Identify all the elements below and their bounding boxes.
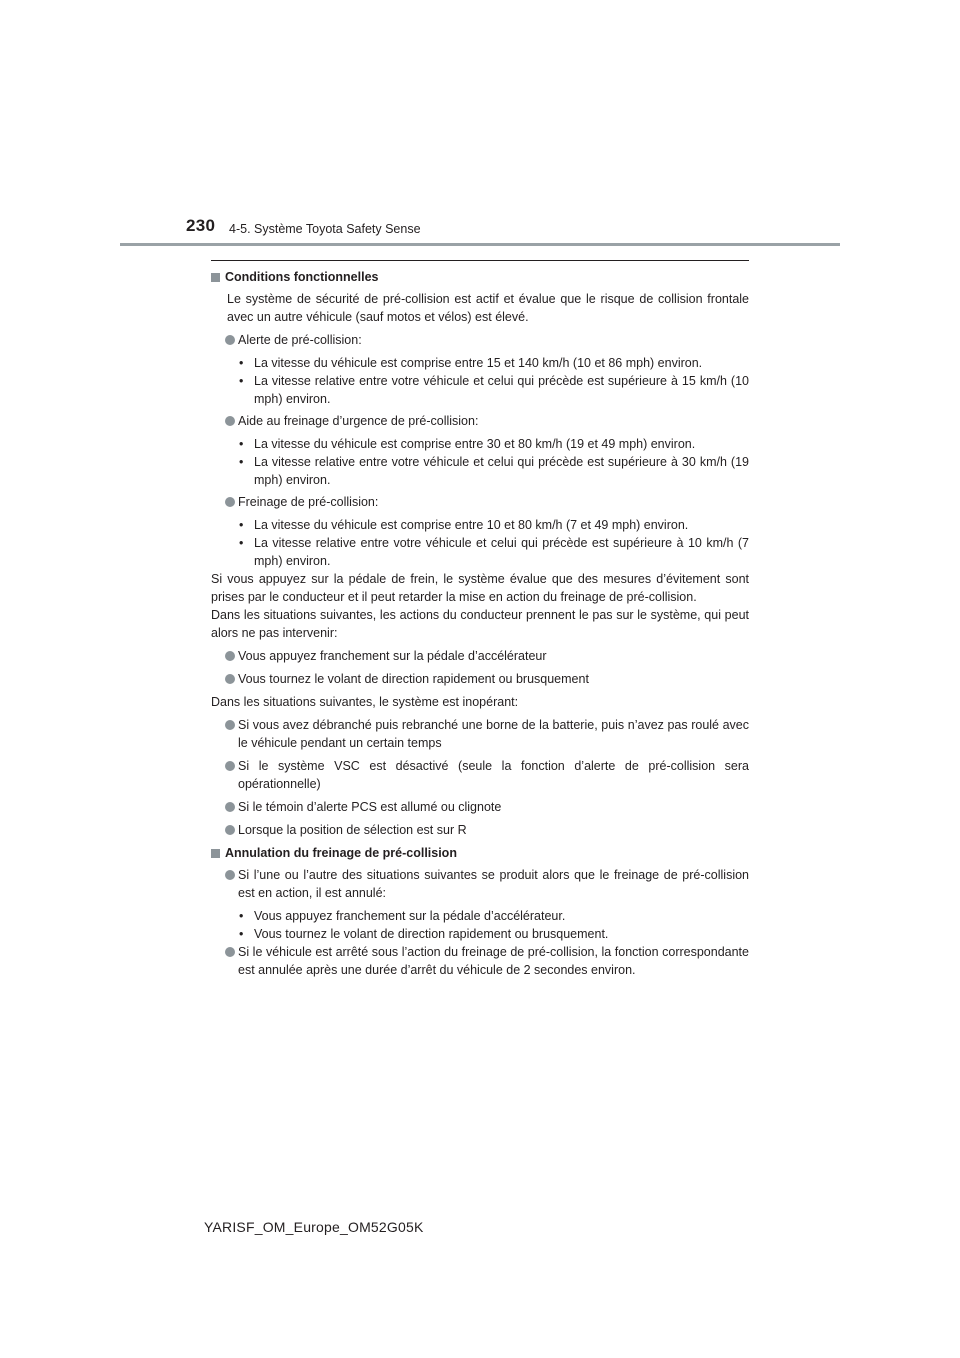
page-number: 230 xyxy=(186,216,216,235)
inoperative-intro: Dans les situations suivantes, le système est inopérant: xyxy=(211,695,519,709)
square-bullet-icon xyxy=(211,849,220,858)
situations-intro: Dans les situations suivantes, les actions du conducteur prennent le pas sur le système, qui peut alors ne pas intervenir: xyxy=(211,608,749,640)
bullet-cancellation: Si le véhicule est arrêté sous l’action du freinage de pré-collision, la fonction correspondante est annulée après une durée d’arrêt du véhicule de 2 secondes environ. xyxy=(211,943,749,979)
header-rule xyxy=(120,243,840,246)
circle-bullet-icon xyxy=(225,335,235,345)
circle-bullet-icon xyxy=(225,870,235,880)
sub-item: • La vitesse relative entre votre véhicule et celui qui précède est supérieure à 10 km/h (7 mph) environ. xyxy=(239,536,749,568)
circle-bullet-icon xyxy=(225,802,235,812)
circle-bullet-icon xyxy=(225,651,235,661)
sub-item: • La vitesse relative entre votre véhicule et celui qui précède est supérieure à 15 km/h (10 mph) environ. xyxy=(239,374,749,406)
bullet-cancellation: Si l’une ou l’autre des situations suivantes se produit alors que le freinage de pré-collision est en action, il est annulé: xyxy=(211,866,749,902)
chapter-title: 4-5. Système Toyota Safety Sense xyxy=(229,222,421,236)
document-code: YARISF_OM_Europe_OM52G05K xyxy=(204,1219,424,1235)
bullet-inoperative: Si le témoin d’alerte PCS est allumé ou clignote xyxy=(211,798,749,816)
bullet-inoperative: Si le système VSC est désactivé (seule la fonction d’alerte de pré-collision sera opérationnelle) xyxy=(211,757,749,793)
square-bullet-icon xyxy=(211,273,220,282)
section-rule xyxy=(211,260,749,261)
bullet-alert: Alerte de pré-collision: xyxy=(211,331,749,349)
circle-bullet-icon xyxy=(225,720,235,730)
circle-bullet-icon xyxy=(225,761,235,771)
sub-item: • Vous tournez le volant de direction rapidement ou brusquement. xyxy=(239,927,609,941)
sub-item: • La vitesse relative entre votre véhicule et celui qui précède est supérieure à 30 km/h (19 mph) environ. xyxy=(239,455,749,487)
bullet-brake-assist: Aide au freinage d’urgence de pré-collision: xyxy=(211,412,749,430)
circle-bullet-icon xyxy=(225,947,235,957)
section-heading-conditions: Conditions fonctionnelles xyxy=(211,268,749,286)
circle-bullet-icon xyxy=(225,825,235,835)
bullet-braking: Freinage de pré-collision: xyxy=(211,493,749,511)
bullet-inoperative: Si vous avez débranché puis rebranché une borne de la batterie, puis n’avez pas roulé avec le véhicule pendant un certain temps xyxy=(211,716,749,752)
section-heading-cancellation: Annulation du freinage de pré-collision xyxy=(211,844,749,862)
sub-item: • La vitesse du véhicule est comprise entre 15 et 140 km/h (10 et 86 mph) environ. xyxy=(239,356,703,370)
conditions-intro: Le système de sécurité de pré-collision est actif et évalue que le risque de collision frontale avec un autre véhicule (sauf motos et vélos) est élevé. xyxy=(227,292,749,324)
brake-note: Si vous appuyez sur la pédale de frein, le système évalue que des mesures d’évitement sont prises par le conducteur et il peut retarder la mise en action du freinage de pré-collision. xyxy=(211,572,749,604)
page-content xyxy=(211,268,749,979)
bullet-inoperative: Lorsque la position de sélection est sur R xyxy=(211,821,749,839)
circle-bullet-icon xyxy=(225,674,235,684)
sub-item: • La vitesse du véhicule est comprise entre 10 et 80 km/h (7 et 49 mph) environ. xyxy=(239,518,689,532)
sub-item: • La vitesse du véhicule est comprise entre 30 et 80 km/h (19 et 49 mph) environ. xyxy=(239,437,696,451)
bullet-override: Vous tournez le volant de direction rapidement ou brusquement xyxy=(211,670,749,688)
circle-bullet-icon xyxy=(225,497,235,507)
sub-item: • Vous appuyez franchement sur la pédale d’accélérateur. xyxy=(239,909,566,923)
bullet-override: Vous appuyez franchement sur la pédale d’accélérateur xyxy=(211,647,749,665)
circle-bullet-icon xyxy=(225,416,235,426)
